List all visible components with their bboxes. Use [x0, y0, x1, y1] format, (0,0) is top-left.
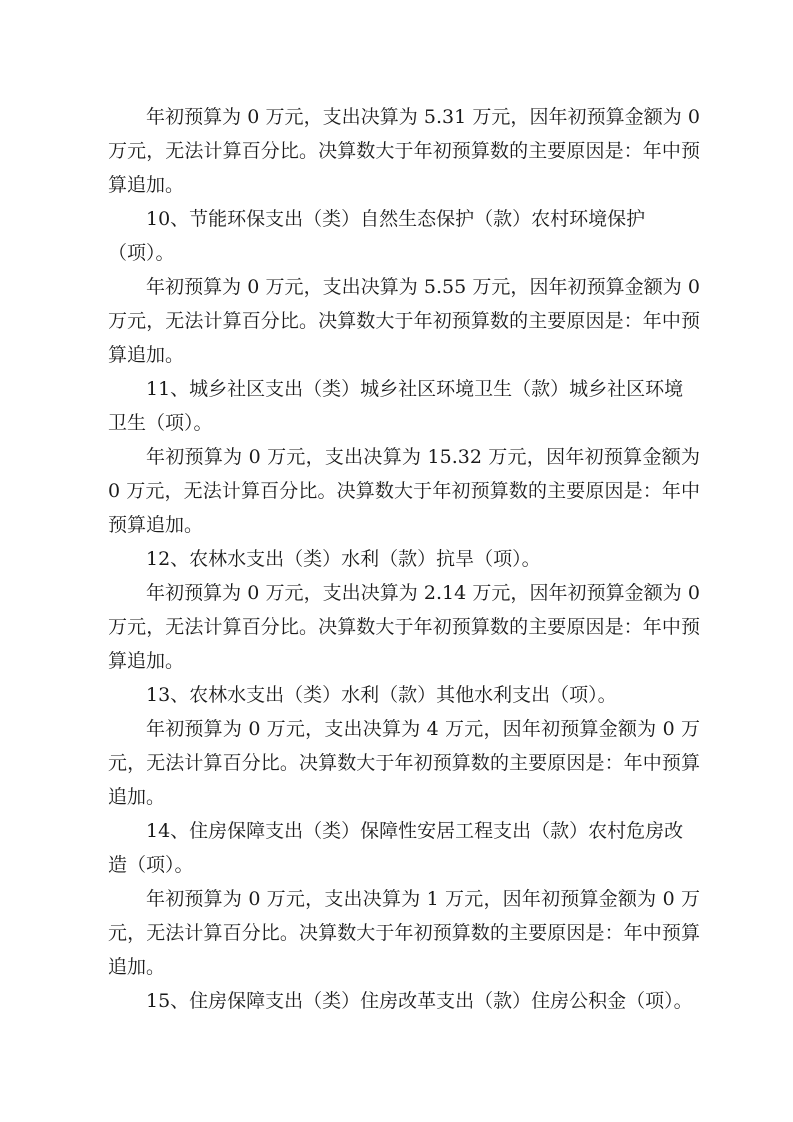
section-heading: 15、住房保障支出（类）住房改革支出（款）住房公积金（项）。 — [146, 990, 693, 1012]
budget-paragraph: 年初预算为 0 万元，支出决算为 4 万元，因年初预算金额为 0 万元，无法计算百分比。决算数大于年初预算数的主要原因是：年中预算追加。 — [108, 718, 700, 808]
budget-paragraph: 年初预算为 0 万元，支出决算为 15.32 万元，因年初预算金额为 0 万元，无法计算百分比。决算数大于年初预算数的主要原因是：年中预算追加。 — [108, 446, 700, 536]
budget-paragraph: 年初预算为 0 万元，支出决算为 5.31 万元，因年初预算金额为 0 万元，无法计算百分比。决算数大于年初预算数的主要原因是：年中预算追加。 — [108, 106, 700, 196]
budget-paragraph: 年初预算为 0 万元，支出决算为 2.14 万元，因年初预算金额为 0 万元，无法计算百分比。决算数大于年初预算数的主要原因是：年中预算追加。 — [108, 582, 700, 672]
section-heading: 13、农林水支出（类）水利（款）其他水利支出（项）。 — [146, 684, 617, 706]
section-heading: 12、农林水支出（类）水利（款）抗旱（项）。 — [146, 548, 541, 570]
budget-paragraph: 年初预算为 0 万元，支出决算为 5.55 万元，因年初预算金额为 0 万元，无法计算百分比。决算数大于年初预算数的主要原因是：年中预算追加。 — [108, 276, 700, 366]
section-heading: 11、城乡社区支出（类）城乡社区环境卫生（款）城乡社区环境卫生（项）。 — [108, 378, 684, 434]
document-body — [108, 100, 700, 1018]
budget-paragraph: 年初预算为 0 万元，支出决算为 1 万元，因年初预算金额为 0 万元，无法计算百分比。决算数大于年初预算数的主要原因是：年中预算追加。 — [108, 888, 700, 978]
section-heading: 10、节能环保支出（类）自然生态保护（款）农村环境保护（项）。 — [108, 208, 646, 264]
section-heading: 14、住房保障支出（类）保障性安居工程支出（款）农村危房改造（项）。 — [108, 820, 684, 876]
